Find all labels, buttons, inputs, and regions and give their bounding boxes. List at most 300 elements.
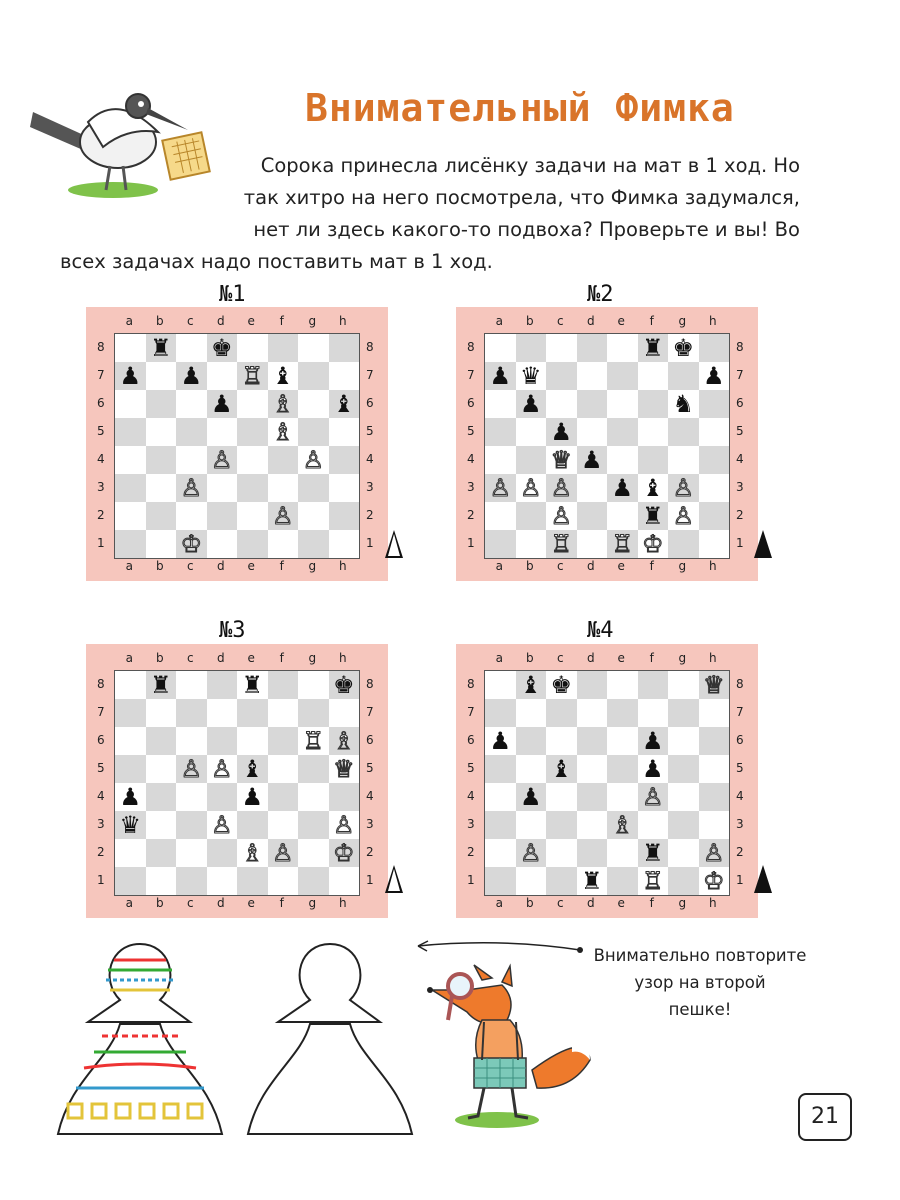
file-label: d <box>216 559 225 573</box>
square-g4 <box>298 783 329 811</box>
square-b1 <box>146 867 177 895</box>
black-pawn-icon: ♟ <box>641 727 664 755</box>
square-d7 <box>207 362 238 390</box>
file-label: a <box>125 559 133 573</box>
square-d8 <box>577 671 608 699</box>
square-c6 <box>546 390 577 418</box>
rank-label: 7 <box>736 705 744 719</box>
square-d6 <box>207 390 238 418</box>
white-pawn-icon: ♙ <box>550 474 572 502</box>
square-b1 <box>516 867 547 895</box>
white-pawn-icon: ♙ <box>180 474 202 502</box>
square-f7 <box>638 699 669 727</box>
chessboard <box>114 670 360 896</box>
rank-label: 5 <box>366 761 374 775</box>
square-f2 <box>638 839 669 867</box>
square-g2 <box>668 839 699 867</box>
black-pawn-icon: ♟ <box>119 362 141 390</box>
black-pawn-icon: ♟ <box>702 362 725 390</box>
rank-label: 5 <box>736 424 744 438</box>
file-label: g <box>308 559 317 573</box>
square-g3 <box>668 474 699 502</box>
square-c5 <box>176 418 207 446</box>
square-b1 <box>146 530 177 558</box>
rank-labels-left <box>97 333 105 557</box>
square-h7 <box>699 699 730 727</box>
black-queen-icon: ♛ <box>519 362 542 390</box>
rank-label: 8 <box>366 677 374 691</box>
rank-label: 3 <box>736 480 744 494</box>
square-f4 <box>268 783 299 811</box>
square-e5 <box>607 755 638 783</box>
black-bishop-icon: ♝ <box>241 755 263 783</box>
black-king-icon: ♚ <box>550 671 572 699</box>
square-c4 <box>546 783 577 811</box>
file-label: c <box>556 896 564 910</box>
square-c1 <box>176 530 207 558</box>
file-label: b <box>155 314 164 328</box>
square-d6 <box>577 727 608 755</box>
rank-label: 2 <box>366 845 374 859</box>
square-c1 <box>546 530 577 558</box>
square-b2 <box>516 839 547 867</box>
square-g3 <box>668 811 699 839</box>
square-f6 <box>638 390 669 418</box>
black-pawn-icon: ♟ <box>519 783 542 811</box>
square-c4 <box>176 446 207 474</box>
rank-label: 3 <box>366 817 374 831</box>
rank-label: 1 <box>736 873 744 887</box>
square-b1 <box>516 530 547 558</box>
square-f3 <box>268 474 299 502</box>
rank-label: 5 <box>467 424 475 438</box>
white-queen-icon: ♕ <box>550 446 572 474</box>
square-e3 <box>237 474 268 502</box>
white-pawn-icon: ♙ <box>210 755 233 783</box>
chess-diagram-4 <box>456 644 758 918</box>
square-c7 <box>176 699 207 727</box>
square-e2 <box>237 839 268 867</box>
square-g8 <box>298 334 329 362</box>
square-b7 <box>516 699 547 727</box>
black-to-move-icon <box>754 530 772 558</box>
rank-labels-left <box>467 670 475 894</box>
square-g6 <box>668 390 699 418</box>
file-label: a <box>495 651 503 665</box>
square-h2 <box>329 839 360 867</box>
square-b3 <box>516 474 547 502</box>
square-b4 <box>146 446 177 474</box>
square-f7 <box>268 699 299 727</box>
black-rook-icon: ♜ <box>641 502 664 530</box>
square-e8 <box>237 671 268 699</box>
note-line-3: пешке! <box>668 1000 732 1019</box>
rank-label: 7 <box>366 705 374 719</box>
black-bishop-icon: ♝ <box>271 362 294 390</box>
square-f5 <box>268 755 299 783</box>
file-label: d <box>216 314 225 328</box>
square-e4 <box>607 446 638 474</box>
rank-label: 4 <box>736 789 744 803</box>
rank-label: 2 <box>366 508 374 522</box>
white-bishop-icon: ♗ <box>271 418 294 446</box>
rank-label: 8 <box>467 677 475 691</box>
rank-labels-left <box>97 670 105 894</box>
rank-label: 4 <box>366 452 374 466</box>
file-label: h <box>708 314 717 328</box>
square-h7 <box>329 362 360 390</box>
white-rook-icon: ♖ <box>550 530 572 558</box>
square-c5 <box>176 755 207 783</box>
square-e5 <box>607 418 638 446</box>
square-g7 <box>298 699 329 727</box>
square-b4 <box>146 783 177 811</box>
square-b5 <box>146 418 177 446</box>
square-c2 <box>546 839 577 867</box>
black-pawn-icon: ♟ <box>611 474 633 502</box>
square-g1 <box>298 867 329 895</box>
rank-label: 3 <box>736 817 744 831</box>
rank-label: 1 <box>736 536 744 550</box>
square-c3 <box>546 474 577 502</box>
file-label: c <box>186 651 194 665</box>
square-d7 <box>577 699 608 727</box>
square-h6 <box>329 390 360 418</box>
square-g5 <box>298 755 329 783</box>
square-e5 <box>237 755 268 783</box>
square-h3 <box>329 811 360 839</box>
rank-label: 5 <box>467 761 475 775</box>
rank-label: 1 <box>467 536 475 550</box>
white-to-move-icon <box>385 865 403 893</box>
rank-label: 4 <box>97 789 105 803</box>
rank-label: 2 <box>467 845 475 859</box>
file-label: f <box>649 896 654 910</box>
square-g6 <box>298 390 329 418</box>
square-g5 <box>668 418 699 446</box>
square-d1 <box>207 867 238 895</box>
white-pawn-icon: ♙ <box>519 839 542 867</box>
file-labels-bottom <box>114 896 358 910</box>
file-label: c <box>186 559 194 573</box>
file-label: c <box>556 559 564 573</box>
square-g8 <box>668 334 699 362</box>
rank-label: 2 <box>97 508 105 522</box>
fox-with-magnifier-illustration <box>412 960 597 1130</box>
square-h4 <box>329 446 360 474</box>
square-c2 <box>546 502 577 530</box>
square-e2 <box>607 502 638 530</box>
square-h6 <box>699 727 730 755</box>
square-b6 <box>146 390 177 418</box>
square-f1 <box>268 867 299 895</box>
file-label: f <box>279 896 284 910</box>
square-h8 <box>699 671 730 699</box>
square-d5 <box>207 755 238 783</box>
square-a6 <box>485 727 516 755</box>
square-g7 <box>298 362 329 390</box>
white-bishop-icon: ♗ <box>271 390 294 418</box>
white-rook-icon: ♖ <box>611 530 633 558</box>
file-label: f <box>279 651 284 665</box>
square-a2 <box>485 502 516 530</box>
square-f8 <box>268 334 299 362</box>
white-bishop-icon: ♗ <box>241 839 263 867</box>
file-label: h <box>708 651 717 665</box>
square-h7 <box>699 362 730 390</box>
file-label: d <box>216 896 225 910</box>
square-g3 <box>298 811 329 839</box>
rank-label: 2 <box>736 845 744 859</box>
black-bishop-icon: ♝ <box>332 390 355 418</box>
white-rook-icon: ♖ <box>241 362 263 390</box>
square-g2 <box>668 502 699 530</box>
square-e1 <box>607 530 638 558</box>
square-b7 <box>146 362 177 390</box>
rank-label: 6 <box>467 396 475 410</box>
rank-label: 1 <box>97 873 105 887</box>
square-f4 <box>638 446 669 474</box>
square-e1 <box>237 867 268 895</box>
square-f1 <box>638 530 669 558</box>
white-pawn-icon: ♙ <box>271 502 294 530</box>
white-pawn-icon: ♙ <box>550 502 572 530</box>
square-f4 <box>638 783 669 811</box>
white-pawn-icon: ♙ <box>271 839 294 867</box>
black-rook-icon: ♜ <box>641 839 664 867</box>
square-d2 <box>207 502 238 530</box>
rank-labels-left <box>467 333 475 557</box>
rank-label: 5 <box>736 761 744 775</box>
black-pawn-icon: ♟ <box>550 418 572 446</box>
rank-label: 8 <box>736 340 744 354</box>
white-pawn-icon: ♙ <box>332 811 355 839</box>
file-label: c <box>186 896 194 910</box>
file-labels-top <box>484 651 728 665</box>
square-g4 <box>298 446 329 474</box>
square-g7 <box>668 699 699 727</box>
rank-label: 7 <box>97 705 105 719</box>
rank-label: 8 <box>97 340 105 354</box>
black-king-icon: ♚ <box>210 334 233 362</box>
file-label: b <box>155 559 164 573</box>
square-h4 <box>699 446 730 474</box>
black-pawn-icon: ♟ <box>180 362 202 390</box>
square-h7 <box>329 699 360 727</box>
square-e6 <box>607 390 638 418</box>
square-a1 <box>485 867 516 895</box>
rank-label: 2 <box>97 845 105 859</box>
pattern-instruction-note <box>584 942 816 1023</box>
square-a3 <box>115 474 146 502</box>
file-label: g <box>678 559 687 573</box>
file-labels-top <box>114 651 358 665</box>
black-king-icon: ♚ <box>332 671 355 699</box>
rank-labels-right <box>366 670 374 894</box>
file-label: g <box>678 314 687 328</box>
square-e8 <box>237 334 268 362</box>
square-f5 <box>638 755 669 783</box>
square-e3 <box>607 474 638 502</box>
square-c1 <box>546 867 577 895</box>
square-b3 <box>146 474 177 502</box>
square-a4 <box>485 783 516 811</box>
file-label: d <box>586 896 595 910</box>
rank-label: 7 <box>467 368 475 382</box>
square-d3 <box>577 474 608 502</box>
square-e3 <box>237 811 268 839</box>
square-e8 <box>607 671 638 699</box>
square-d4 <box>207 446 238 474</box>
rank-label: 8 <box>97 677 105 691</box>
square-e4 <box>607 783 638 811</box>
file-label: e <box>617 651 625 665</box>
rank-labels-right <box>736 670 744 894</box>
square-h2 <box>699 839 730 867</box>
square-e7 <box>607 699 638 727</box>
black-knight-icon: ♞ <box>672 390 694 418</box>
square-b7 <box>146 699 177 727</box>
file-label: f <box>649 314 654 328</box>
square-b3 <box>146 811 177 839</box>
white-pawn-icon: ♙ <box>180 755 202 783</box>
white-pawn-icon: ♙ <box>702 839 725 867</box>
square-c6 <box>176 727 207 755</box>
square-e6 <box>607 727 638 755</box>
square-a8 <box>485 334 516 362</box>
note-line-1: Внимательно повторите <box>593 946 807 965</box>
square-h5 <box>329 418 360 446</box>
file-label: f <box>649 559 654 573</box>
square-a5 <box>115 418 146 446</box>
file-label: g <box>308 896 317 910</box>
square-g6 <box>298 727 329 755</box>
square-h2 <box>329 502 360 530</box>
rank-label: 1 <box>366 873 374 887</box>
square-c5 <box>546 418 577 446</box>
square-b3 <box>516 811 547 839</box>
diagram-4-label: №4 <box>587 618 614 643</box>
rank-label: 4 <box>97 452 105 466</box>
square-a7 <box>115 362 146 390</box>
rank-label: 6 <box>97 396 105 410</box>
file-label: f <box>279 314 284 328</box>
square-h5 <box>699 418 730 446</box>
file-label: b <box>525 896 534 910</box>
file-label: h <box>338 651 347 665</box>
chessboard <box>114 333 360 559</box>
rank-label: 5 <box>97 761 105 775</box>
square-c4 <box>546 446 577 474</box>
square-f5 <box>268 418 299 446</box>
square-g1 <box>668 867 699 895</box>
black-pawn-icon: ♟ <box>210 390 233 418</box>
file-label: e <box>617 559 625 573</box>
square-c7 <box>176 362 207 390</box>
white-bishop-icon: ♗ <box>611 811 633 839</box>
square-f7 <box>268 362 299 390</box>
black-bishop-icon: ♝ <box>519 671 542 699</box>
file-label: e <box>617 896 625 910</box>
square-h3 <box>699 811 730 839</box>
square-d4 <box>577 783 608 811</box>
file-label: d <box>586 314 595 328</box>
square-f8 <box>638 671 669 699</box>
file-label: h <box>338 896 347 910</box>
square-h8 <box>329 334 360 362</box>
black-rook-icon: ♜ <box>149 671 172 699</box>
file-label: e <box>247 314 255 328</box>
square-b5 <box>146 755 177 783</box>
file-labels-top <box>114 314 358 328</box>
square-a3 <box>485 811 516 839</box>
square-c2 <box>176 502 207 530</box>
file-label: d <box>586 559 595 573</box>
square-g8 <box>298 671 329 699</box>
square-d1 <box>577 530 608 558</box>
square-a8 <box>485 671 516 699</box>
square-c6 <box>546 727 577 755</box>
rank-label: 5 <box>366 424 374 438</box>
square-f1 <box>268 530 299 558</box>
square-f6 <box>638 727 669 755</box>
file-label: g <box>678 896 687 910</box>
file-label: a <box>495 559 503 573</box>
white-to-move-icon <box>385 530 403 558</box>
square-d2 <box>577 839 608 867</box>
square-h1 <box>329 530 360 558</box>
square-g8 <box>668 671 699 699</box>
black-rook-icon: ♜ <box>149 334 172 362</box>
white-bishop-icon: ♗ <box>332 727 355 755</box>
square-b6 <box>516 727 547 755</box>
square-g7 <box>668 362 699 390</box>
black-rook-icon: ♜ <box>580 867 603 895</box>
square-a5 <box>485 418 516 446</box>
square-b2 <box>146 839 177 867</box>
white-king-icon: ♔ <box>702 867 725 895</box>
square-d3 <box>207 811 238 839</box>
intro-line-1: Сорока принесла лисёнку задачи на мат в 1 ход. Но <box>260 154 800 177</box>
rank-label: 6 <box>736 733 744 747</box>
arrow-icon <box>410 938 585 958</box>
square-d4 <box>577 446 608 474</box>
square-c5 <box>546 755 577 783</box>
white-pawn-icon: ♙ <box>672 474 694 502</box>
white-king-icon: ♔ <box>332 839 355 867</box>
intro-line-3: нет ли здесь какого-то подвоха? Проверьте и вы! Во <box>253 218 800 241</box>
note-line-2: узор на второй <box>634 973 766 992</box>
square-f2 <box>268 502 299 530</box>
intro-text <box>60 150 800 278</box>
rank-label: 8 <box>467 340 475 354</box>
page-title: Внимательный Фимка <box>305 86 735 130</box>
chessboard <box>484 670 730 896</box>
square-d8 <box>577 334 608 362</box>
black-to-move-icon <box>754 865 772 893</box>
square-d7 <box>577 362 608 390</box>
chessboard <box>484 333 730 559</box>
rank-label: 3 <box>467 817 475 831</box>
rank-label: 8 <box>736 677 744 691</box>
file-label: e <box>247 651 255 665</box>
square-e2 <box>607 839 638 867</box>
square-b2 <box>516 502 547 530</box>
rank-label: 3 <box>97 817 105 831</box>
white-pawn-icon: ♙ <box>210 446 233 474</box>
square-c8 <box>546 671 577 699</box>
square-f1 <box>638 867 669 895</box>
